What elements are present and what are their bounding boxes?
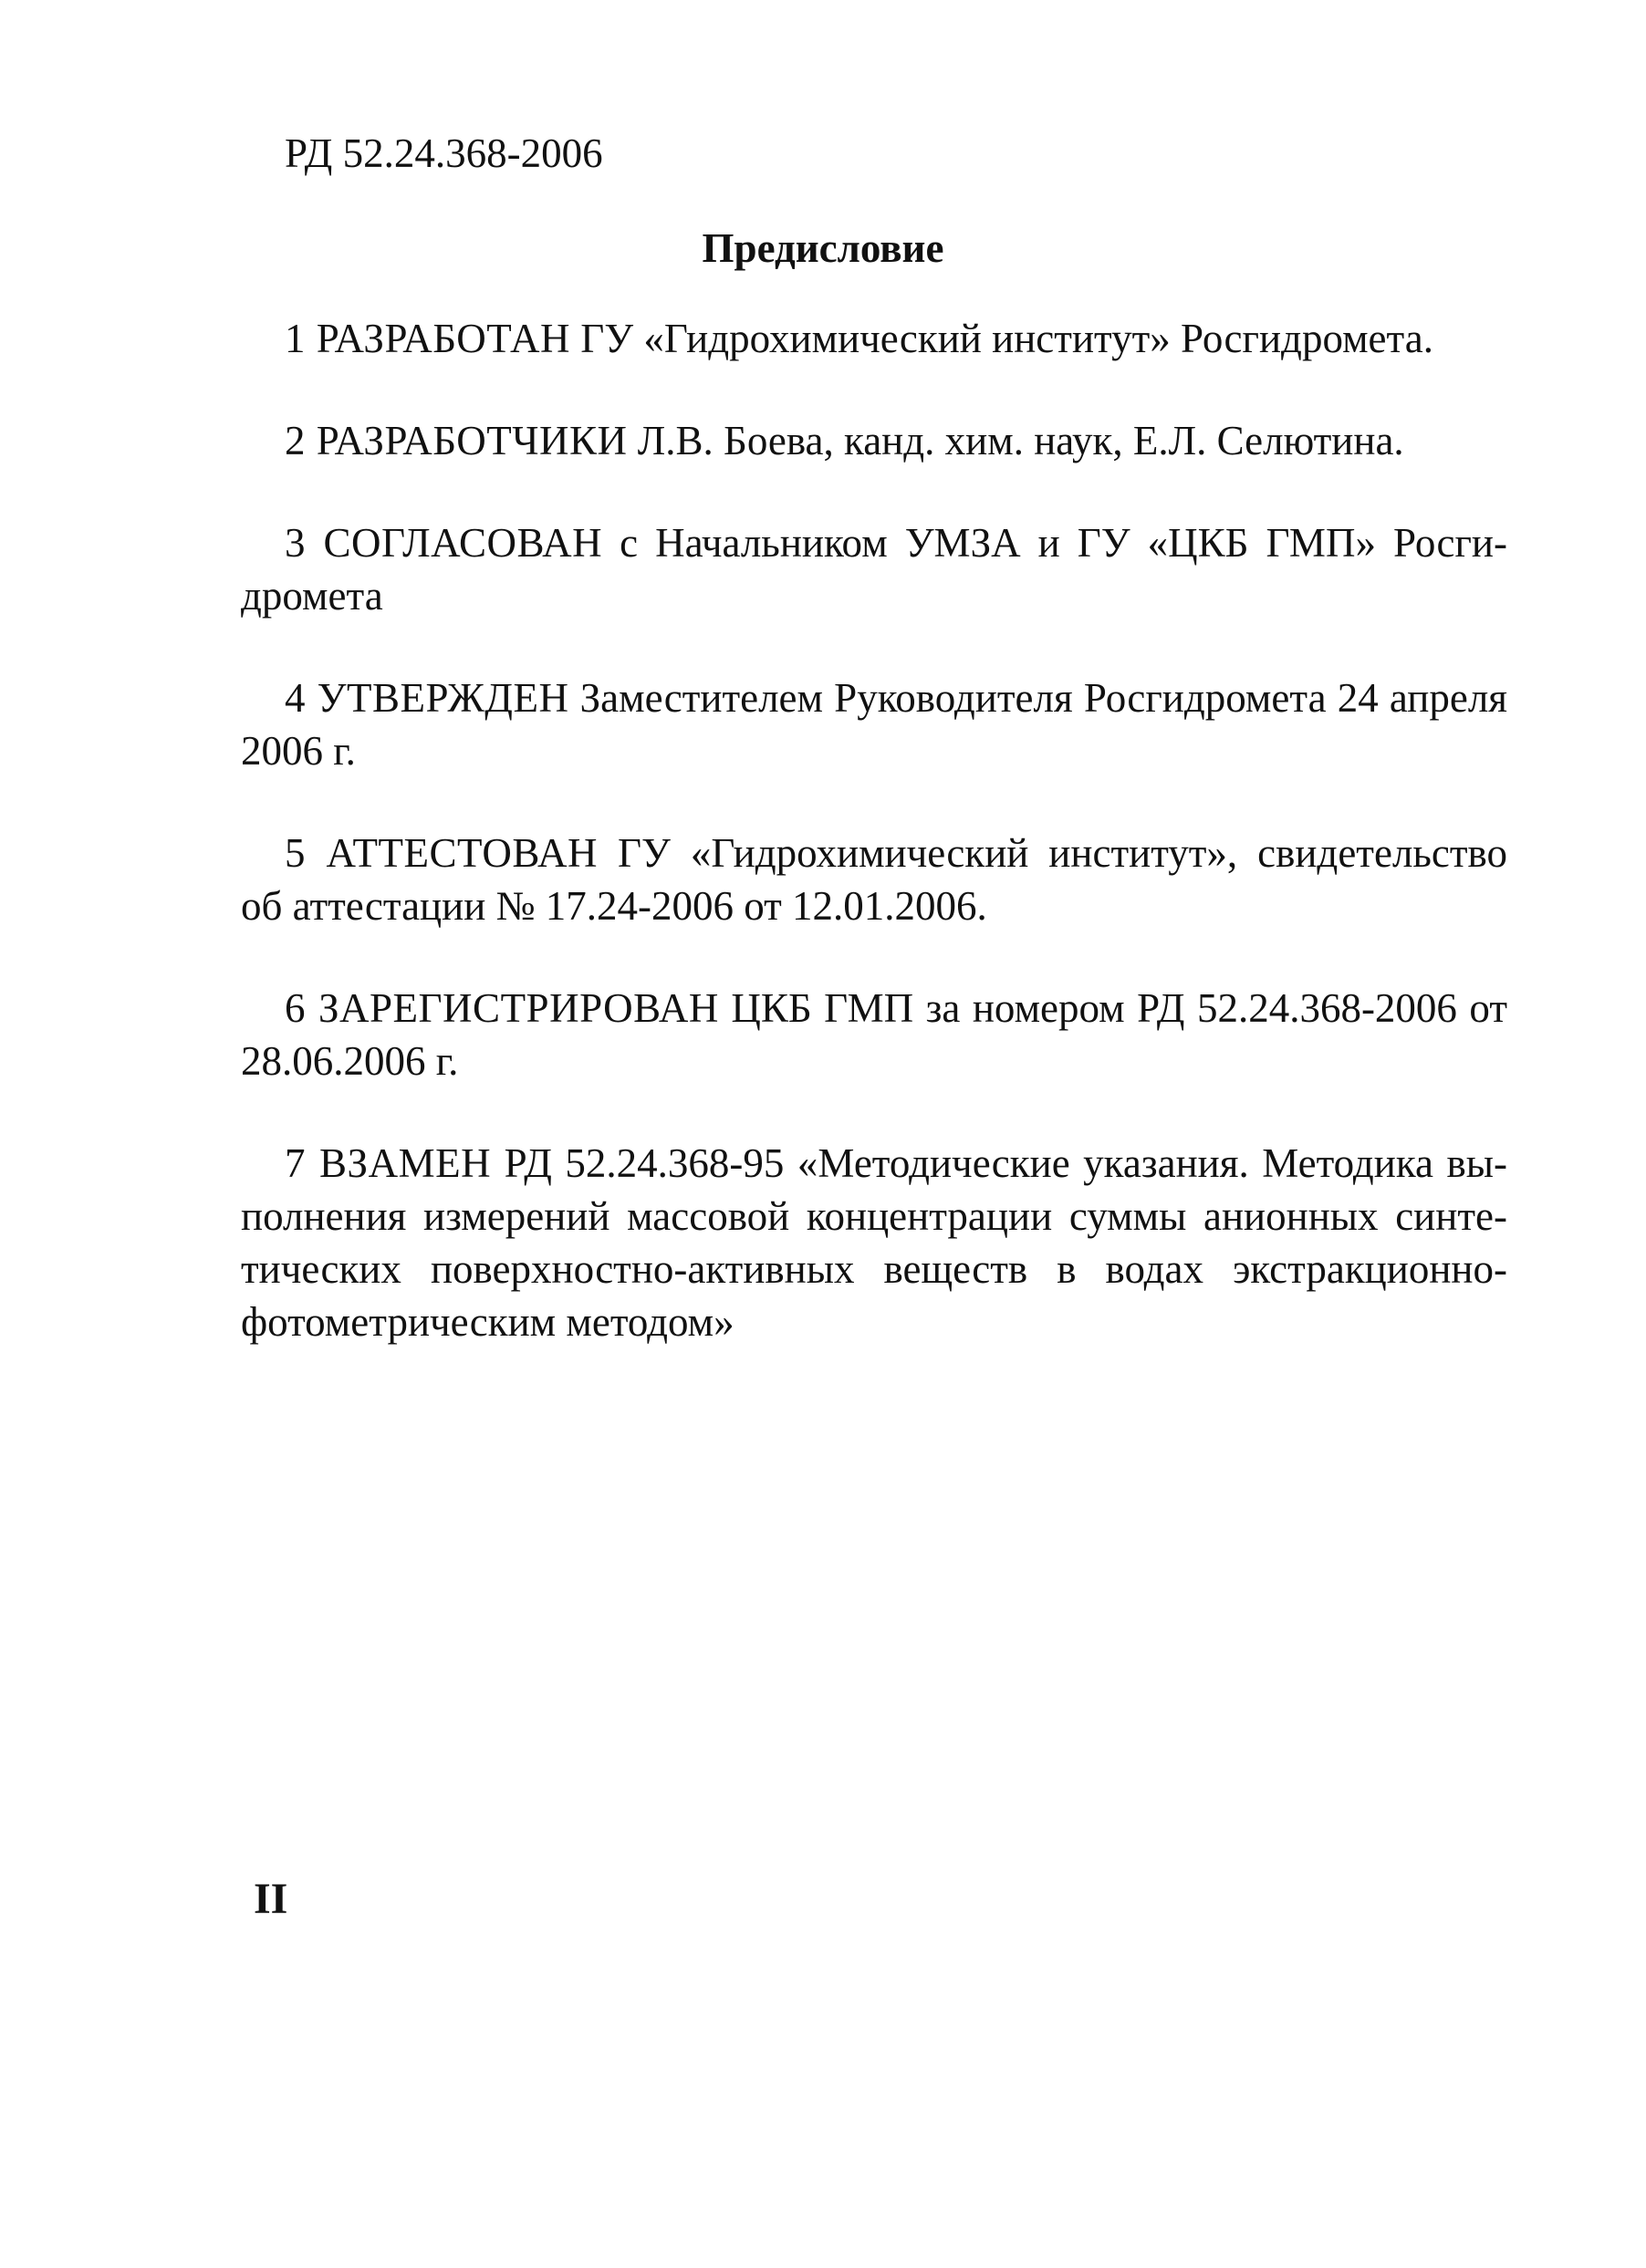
- preface-item-4-lead: 4 УТВЕРЖДЕН: [285, 675, 569, 721]
- preface-item-2-text: Л.В. Боева, канд. хим. наук, Е.Л. Селютина.: [637, 418, 1404, 463]
- page-title: Предисловие: [702, 225, 944, 271]
- preface-item-6-lead: 6 ЗАРЕГИСТРИРОВАН: [285, 985, 719, 1031]
- preface-item-2: [241, 414, 1507, 467]
- preface-item-2-lead: 2 РАЗРАБОТЧИКИ: [285, 418, 628, 463]
- preface-item-3: [241, 516, 1507, 622]
- preface-item-3-text: с Начальником УМЗА и ГУ «ЦКБ ГМП» Росгидромета: [241, 520, 1508, 619]
- preface-item-6-text: ЦКБ ГМП за номером РД 52.24.368-2006 от 28.06.2006 г.: [241, 985, 1507, 1084]
- preface-item-3-lead: 3 СОГЛАСОВАН: [285, 520, 603, 566]
- preface-item-4-text: Заместителем Руководителя Росгидромета 24 апреля 2006 г.: [241, 675, 1507, 774]
- preface-item-7: [241, 1137, 1507, 1348]
- preface-item-1: [241, 312, 1507, 365]
- page-number: II: [254, 1875, 288, 1923]
- document-code: РД 52.24.368-2006: [285, 130, 603, 176]
- preface-item-7-lead: 7 ВЗАМЕН: [285, 1140, 492, 1186]
- preface-item-1-lead: 1 РАЗРАБОТАН: [285, 316, 570, 361]
- preface-item-7-text: РД 52.24.368-95 «Методические указания. Методика выполнения измерений массовой концентрации суммы анионных синтетических поверхностно-активных веществ в водах экстракционно-фотометрическим методом»: [241, 1140, 1507, 1345]
- preface-item-1-text: ГУ «Гидрохимический институт» Росгидромета.: [580, 316, 1433, 361]
- preface-item-6: [241, 982, 1507, 1087]
- preface-body: [241, 312, 1507, 1398]
- preface-item-5-lead: 5 АТТЕСТОВАН: [285, 830, 599, 876]
- preface-item-5-text: ГУ «Гидрохимический институт», свидетельство об аттестации № 17.24-2006 от 12.01.2006.: [241, 830, 1507, 929]
- preface-item-5: [241, 827, 1507, 932]
- preface-item-4: [241, 671, 1507, 777]
